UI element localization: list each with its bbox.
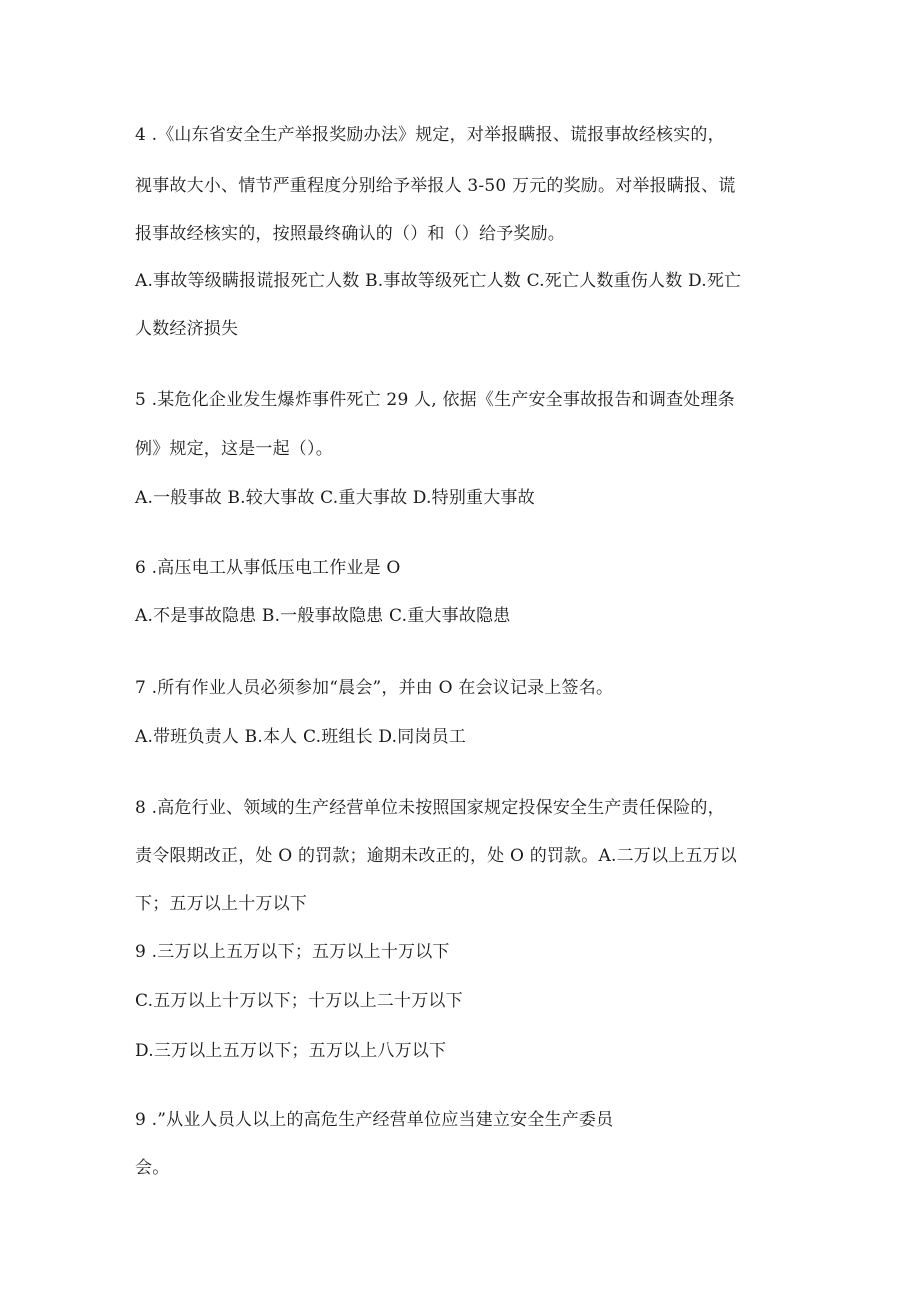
- question-8-line-1: 8 .高危行业、领域的生产经营单位未按照国家规定投保安全生产责任保险的，: [135, 798, 725, 818]
- question-7-options-line-1: A.带班负责人 B.本人 C.班组长 D.同岗员工: [135, 727, 467, 747]
- question-4-line-3: 报事故经核实的，按照最终确认的（）和（）给予奖励。: [135, 224, 565, 244]
- question-4-options-line-2: 人数经济损失: [135, 319, 239, 339]
- question-7-line-1: 7 .所有作业人员必须参加“晨会”，并由 O 在会议记录上签名。: [135, 678, 614, 698]
- question-8-line-2: 责令限期改正，处 O 的罚款；逾期未改正的，处 O 的罚款。A.二万以上五万以: [135, 846, 737, 866]
- question-8-options-line-2: C.五万以上十万以下；十万以上二十万以下: [135, 991, 463, 1011]
- question-6-line-1: 6 .高压电工从事低压电工作业是 O: [135, 558, 401, 578]
- question-8-line-3: 下；五万以上十万以下: [135, 894, 307, 914]
- question-5-options-line-1: A.一般事故 B.较大事故 C.重大事故 D.特别重大事故: [135, 488, 535, 508]
- question-9-line-2: 会。: [135, 1158, 170, 1178]
- question-5-line-2: 例》规定，这是一起（）。: [135, 439, 333, 459]
- question-9-line-1: 9 .”从业人员人以上的高危生产经营单位应当建立安全生产委员: [135, 1110, 614, 1130]
- question-8-options-line-1: 9 .三万以上五万以下；五万以上十万以下: [135, 942, 450, 962]
- question-5-line-1: 5 .某危化企业发生爆炸事件死亡 29 人, 依据《生产安全事故报告和调查处理条: [135, 390, 735, 410]
- question-6-options-line-1: A.不是事故隐患 B.一般事故隐患 C.重大事故隐患: [135, 606, 511, 626]
- question-8-options-line-3: D.三万以上五万以下；五万以上八万以下: [135, 1041, 447, 1061]
- question-4-line-1: 4 .《山东省安全生产举报奖励办法》规定，对举报瞒报、谎报事故经核实的，: [135, 125, 725, 145]
- question-4-line-2: 视事故大小、情节严重程度分别给予举报人 3-50 万元的奖励。对举报瞒报、谎: [135, 176, 736, 196]
- question-4-options-line-1: A.事故等级瞒报谎报死亡人数 B.事故等级死亡人数 C.死亡人数重伤人数 D.死亡: [135, 271, 742, 291]
